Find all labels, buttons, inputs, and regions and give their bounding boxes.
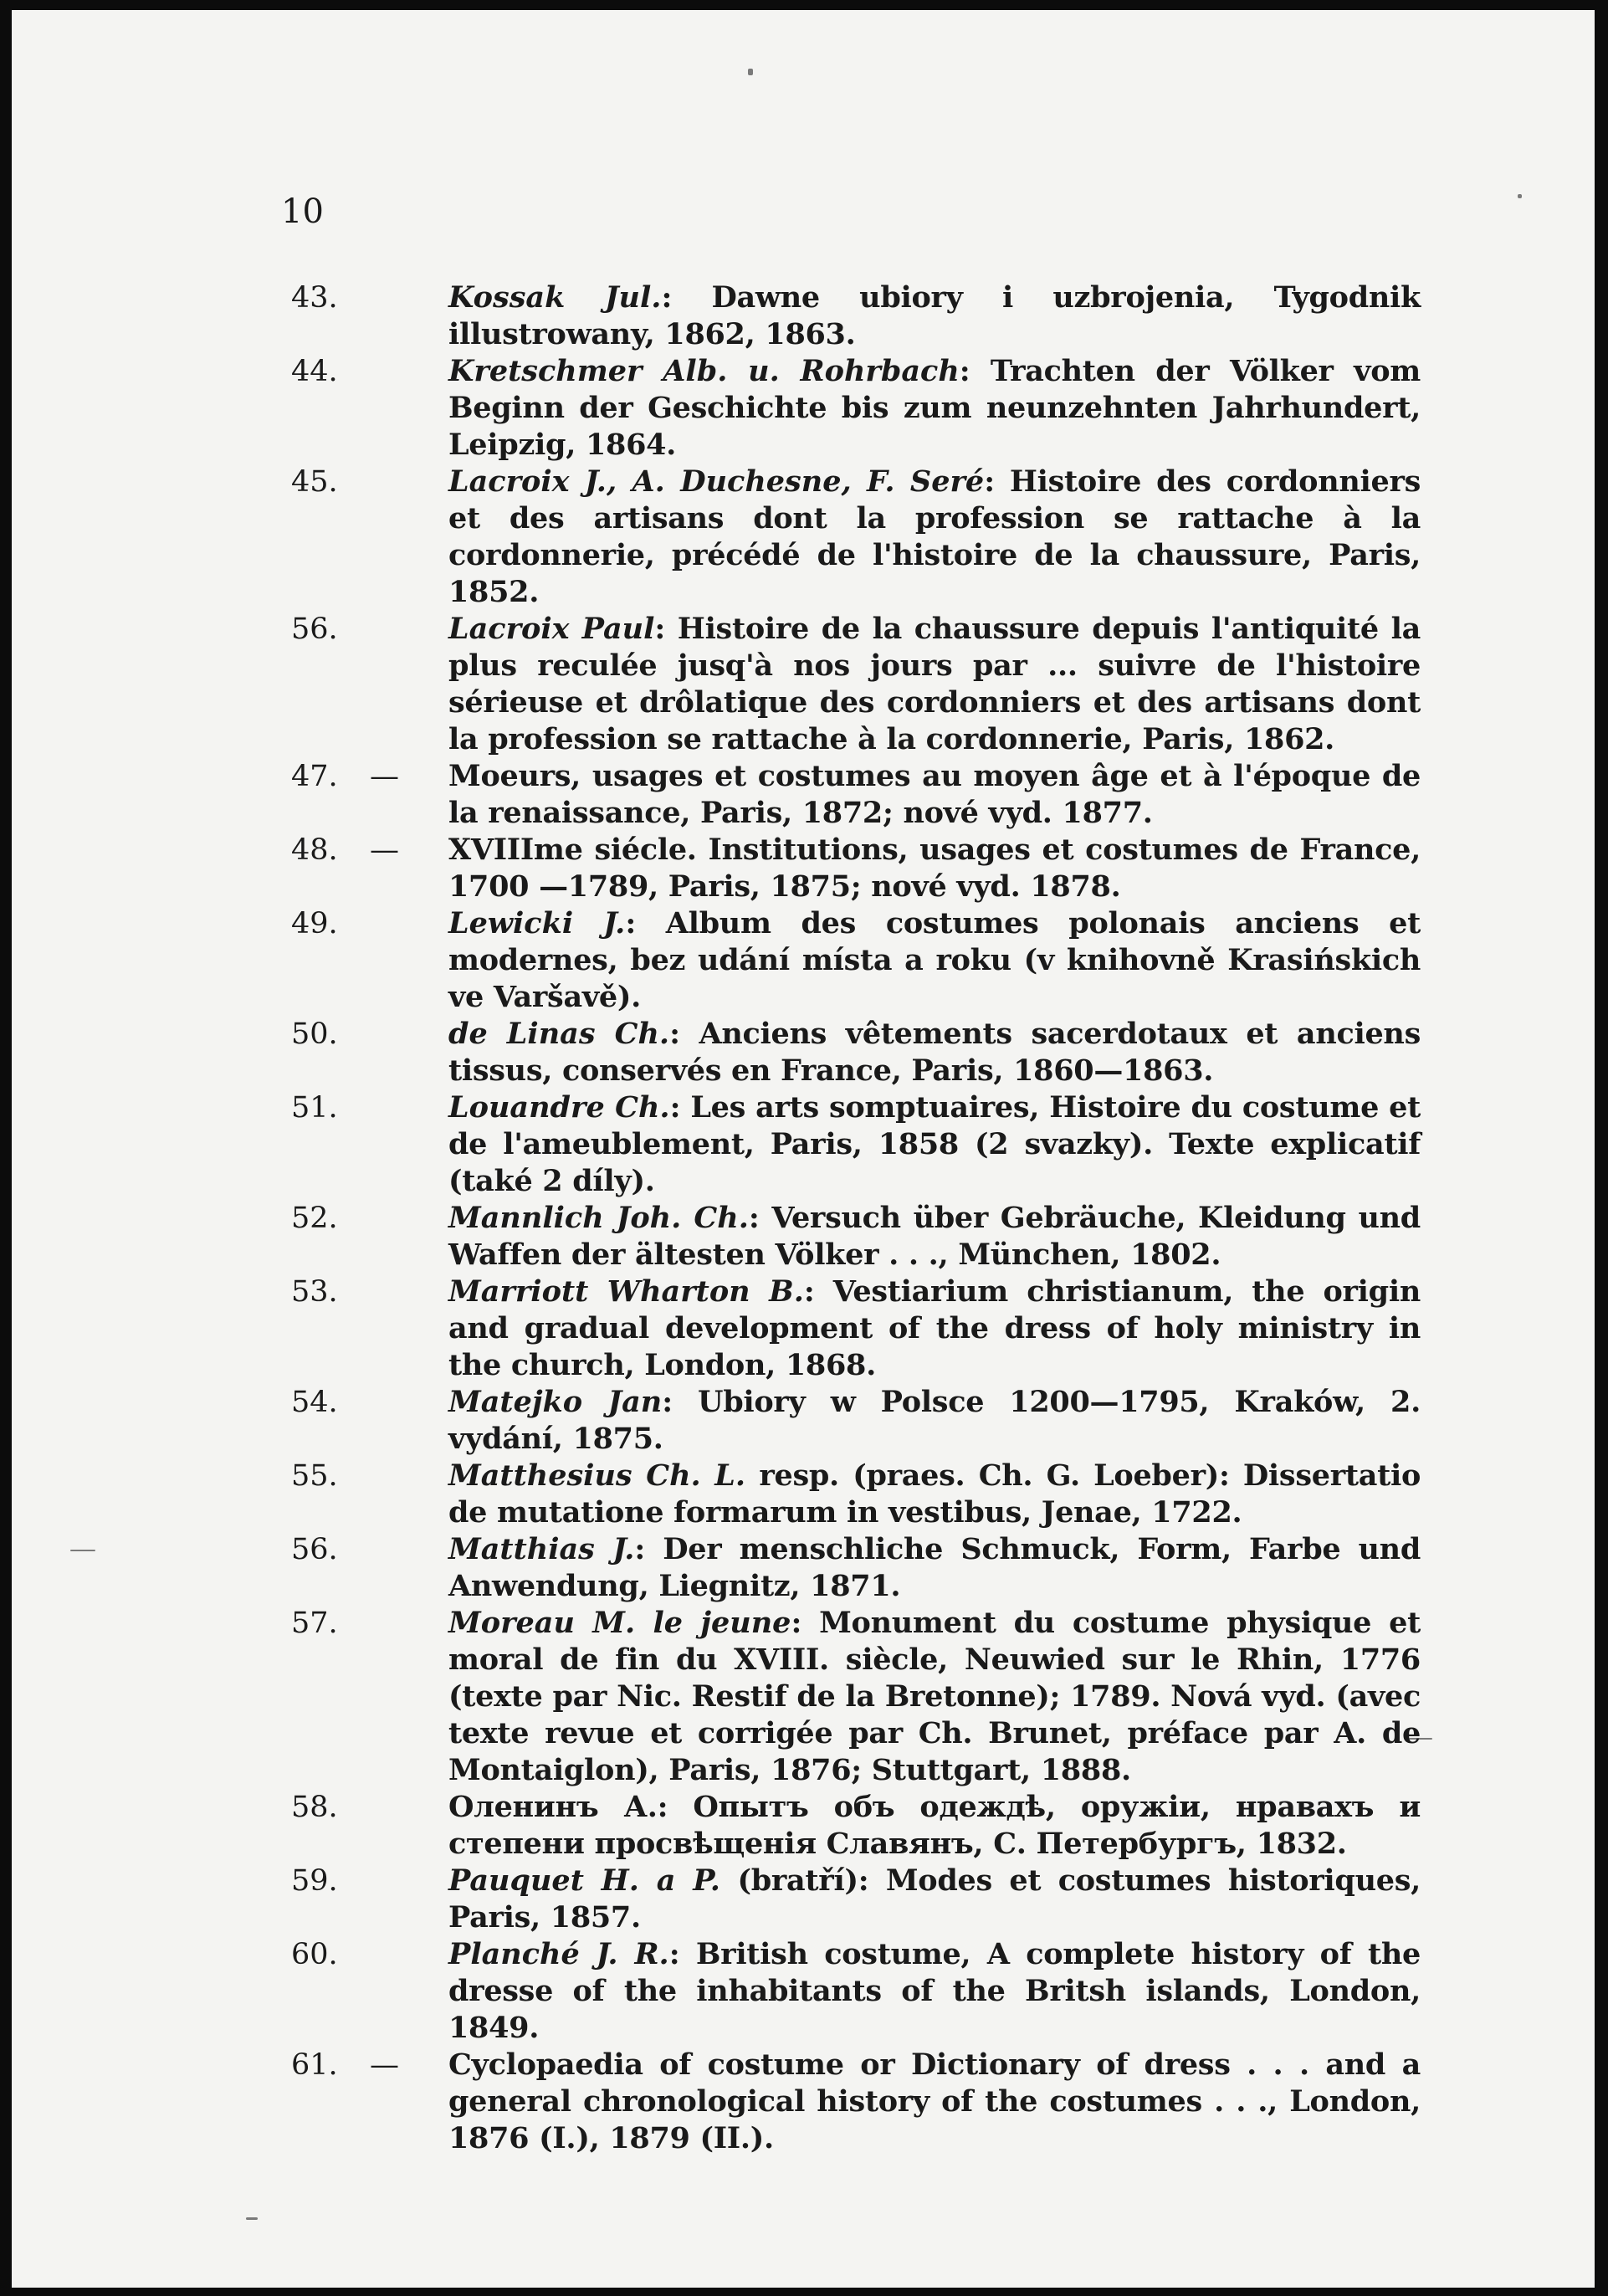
- entry-dash: —: [370, 760, 399, 793]
- entry-number: 58.: [291, 1791, 338, 1824]
- entry-separator: :: [669, 1017, 699, 1051]
- entry-separator: :: [662, 1385, 698, 1419]
- bibliography-entry: [281, 1016, 1421, 1089]
- entry-number: 44.: [291, 355, 338, 388]
- entry-author: Matthesius Ch. L.: [448, 1458, 746, 1493]
- entry-text: British costume, A complete history of the dresse of the inhabitants of the Britsh islands, London, 1849.: [448, 1937, 1421, 2045]
- entry-text: Cyclopaedia of costume or Dictionary of dress . . . and a general chronological history of the costumes . . ., London, 1876 (I.), 1879 (II.).: [448, 2047, 1421, 2155]
- bibliography-entry: [281, 1274, 1421, 1384]
- entry-author: Lacroix Paul: [448, 612, 655, 646]
- print-speck: [246, 2217, 258, 2220]
- entry-number: 60.: [291, 1938, 338, 1971]
- page-number: 10: [281, 192, 324, 231]
- entry-text: Les arts somptuaires, Histoire du costume et de l'ameublement, Paris, 1858 (2 svazky). Texte explicatif (také 2 díly).: [448, 1090, 1421, 1198]
- entry-number: 47.: [291, 760, 338, 793]
- bibliography-entry: [281, 1789, 1421, 1863]
- entry-separator: :: [748, 1201, 772, 1235]
- entry-separator: [745, 1458, 759, 1493]
- entry-number: 51.: [291, 1091, 338, 1125]
- entry-number: 56.: [291, 612, 338, 646]
- entry-dash: —: [370, 2048, 399, 2082]
- entry-number: 50.: [291, 1017, 338, 1051]
- bibliography-entry: [281, 1605, 1421, 1789]
- entry-author: de Linas Ch.: [448, 1017, 670, 1051]
- entry-author: Louandre Ch.: [448, 1090, 670, 1125]
- entry-author: Lewicki J.: [448, 906, 626, 940]
- entry-number: 45.: [291, 465, 338, 499]
- bibliography-entry: [281, 464, 1421, 611]
- bibliography-entry: [281, 353, 1421, 464]
- entry-text: Der menschliche Schmuck, Form, Farbe und Anwendung, Liegnitz, 1871.: [448, 1532, 1421, 1603]
- entry-separator: :: [668, 1937, 696, 1971]
- entry-number: 48.: [291, 833, 338, 867]
- bibliography-entry: [281, 1384, 1421, 1458]
- entry-text: Anciens vêtements sacerdotaux et anciens tissus, conservés en France, Paris, 1860—1863.: [448, 1017, 1421, 1088]
- entry-text: Monument du costume physique et moral de fin du XVIII. siècle, Neuwied sur le Rhin, 1776 (texte par Nic. Restif de la Bretonne); 1789. Nová vyd. (avec texte revue et corrigée par Ch. Brunet, préface par A. de Montaiglon), Paris, 1876; Stuttgart, 1888.: [448, 1606, 1421, 1787]
- bibliography-entry: [281, 832, 1421, 905]
- print-speck: [1518, 194, 1522, 198]
- entry-author: Planché J. R.: [448, 1937, 669, 1971]
- entry-number: 55.: [291, 1459, 338, 1493]
- bibliography-entry: [281, 611, 1421, 758]
- entry-author: Lacroix J., A. Duchesne, F. Seré: [448, 464, 985, 499]
- bibliography-entry: [281, 1200, 1421, 1274]
- entry-text: Dawne ubiory i uzbrojenia, Tygodnik illustrowany, 1862, 1863.: [448, 280, 1421, 351]
- entry-author: Moreau M. le jeune: [448, 1606, 791, 1640]
- entry-number: 56.: [291, 1533, 338, 1566]
- bibliography-entry: [281, 2047, 1421, 2157]
- bibliography-entry: [281, 1936, 1421, 2047]
- entry-text: Ubiory w Polsce 1200—1795, Kraków, 2. vydání, 1875.: [448, 1385, 1421, 1456]
- book-page: [12, 10, 1595, 2288]
- entry-text: XVIIIme siécle. Institutions, usages et costumes de France, 1700 —1789, Paris, 1875; nové vyd. 1878.: [448, 833, 1421, 904]
- entry-separator: :: [634, 1532, 663, 1566]
- entry-number: 61.: [291, 2048, 338, 2082]
- entry-separator: :: [984, 464, 1010, 499]
- bibliography-entry: [281, 1089, 1421, 1200]
- bibliography-entry: [281, 905, 1421, 1016]
- entry-author: Kossak Jul.: [448, 280, 662, 315]
- entry-author: Marriott Wharton B.: [448, 1274, 804, 1309]
- entry-separator: :: [803, 1274, 833, 1309]
- entry-separator: :: [959, 354, 991, 388]
- entry-text: (bratří): Modes et costumes historiques, Paris, 1857.: [448, 1863, 1421, 1935]
- entry-text: Vestiarium christianum, the origin and gradual development of the dress of holy ministry in the church, London, 1868.: [448, 1274, 1421, 1382]
- entry-author: Matejko Jan: [448, 1385, 663, 1419]
- bibliography-entry: [281, 1458, 1421, 1531]
- entry-text: Histoire des cordonniers et des artisans dont la profession se rattache à la cordonnerie, précédé de l'histoire de la chaussure, Paris, 1852.: [448, 464, 1421, 609]
- entry-text: Trachten der Völker vom Beginn der Geschichte bis zum neunzehnten Jahrhundert, Leipzig, 1864.: [448, 354, 1421, 462]
- print-speck: [70, 1550, 95, 1551]
- entry-number: 43.: [291, 281, 338, 315]
- entry-text: Album des costumes polonais anciens et modernes, bez udání místa a roku (v knihovně Krasińskich ve Varšavě).: [448, 906, 1421, 1014]
- entry-dash: —: [370, 833, 399, 867]
- entry-separator: [720, 1863, 738, 1898]
- entry-text: Histoire de la chaussure depuis l'antiquité la plus reculée jusq'à nos jours par ... suivre de l'histoire sérieuse et drôlatique des cordonniers et des artisans dont la profession se rattache à la cordonnerie, Paris, 1862.: [448, 612, 1421, 756]
- print-speck: [748, 69, 753, 75]
- entry-separator: :: [661, 280, 712, 315]
- entry-text: resp. (praes. Ch. G. Loeber): Dissertatio de mutatione formarum in vestibus, Jenae, 1722.: [448, 1458, 1421, 1530]
- entry-separator: :: [791, 1606, 820, 1640]
- entry-text: Versuch über Gebräuche, Kleidung und Waffen der ältesten Völker . . ., München, 1802.: [448, 1201, 1421, 1272]
- entry-author: Pauquet H. a P.: [448, 1863, 720, 1898]
- entry-text: Оленинъ А.: Опытъ объ одеждѣ, оружіи, нравахъ и степени просвѣщенія Славянъ, С. Петербургъ, 1832.: [448, 1790, 1421, 1861]
- entry-separator: :: [625, 906, 666, 940]
- bibliography-entry: [281, 1863, 1421, 1936]
- entry-number: 53.: [291, 1275, 338, 1309]
- entry-author: Mannlich Joh. Ch.: [448, 1201, 749, 1235]
- bibliography-entry: [281, 279, 1421, 353]
- entry-separator: :: [654, 612, 678, 646]
- entry-number: 52.: [291, 1202, 338, 1235]
- entry-number: 59.: [291, 1864, 338, 1898]
- entry-author: Kretschmer Alb. u. Rohrbach: [448, 354, 960, 388]
- bibliography-entry: [281, 758, 1421, 832]
- entry-number: 54.: [291, 1386, 338, 1419]
- entry-number: 57.: [291, 1607, 338, 1640]
- bibliography-list: [281, 279, 1421, 2157]
- entry-text: Moeurs, usages et costumes au moyen âge et à l'époque de la renaissance, Paris, 1872; nové vyd. 1877.: [448, 759, 1421, 830]
- bibliography-entry: [281, 1531, 1421, 1605]
- entry-author: Matthias J.: [448, 1532, 635, 1566]
- entry-separator: :: [669, 1090, 691, 1125]
- entry-number: 49.: [291, 907, 338, 940]
